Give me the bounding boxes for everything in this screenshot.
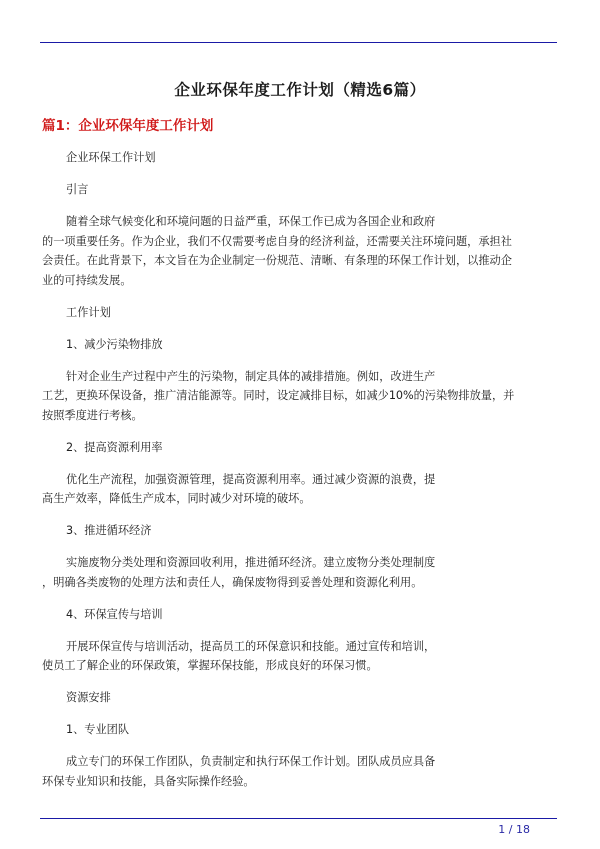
paragraph-line: 开展环保宣传与培训活动，提高员工的环保意识和技能。通过宣传和培训，	[66, 639, 436, 653]
document-title: 企业环保年度工作计划（精选6篇）	[174, 81, 426, 99]
paragraph-line: 环保专业知识和技能，具备实际操作经验。	[42, 774, 255, 788]
paragraph-line: 引言	[66, 183, 89, 196]
paragraph-line: 业的可持续发展。	[42, 273, 132, 287]
paragraph	[42, 367, 558, 426]
paragraph-line: 实施废物分类处理和资源回收利用，推进循环经济。建立废物分类处理制度	[66, 556, 436, 569]
paragraph-line: 4、环保宣传与培训	[66, 607, 163, 621]
paragraph-line: 2、提高资源利用率	[66, 440, 163, 454]
paragraph-line: 高生产效率，降低生产成本，同时减少对环境的破坏。	[42, 492, 311, 505]
paragraph-line: 的一项重要任务。作为企业，我们不仅需要考虑自身的经济利益，还需要关注环境问题，承担社	[42, 234, 512, 248]
paragraph	[42, 521, 558, 541]
paragraph	[42, 553, 558, 592]
paragraph	[42, 688, 558, 708]
paragraph-line: 针对企业生产过程中产生的污染物，制定具体的减排措施。例如，改进生产	[66, 369, 436, 383]
paragraph-line: 1、减少污染物排放	[66, 337, 163, 351]
section-heading: 篇1：企业环保年度工作计划	[42, 118, 214, 134]
paragraph-line: 会责任。在此背景下，本文旨在为企业制定一份规范、清晰、有条理的环保工作计划，以推动企	[42, 254, 512, 267]
paragraph	[42, 180, 558, 200]
paragraph	[42, 438, 558, 458]
paragraph-line: 按照季度进行考核。	[42, 408, 143, 422]
paragraph-line: 1、专业团队	[66, 723, 130, 736]
document-body	[42, 148, 558, 804]
footer-rule	[40, 818, 557, 819]
paragraph	[42, 752, 558, 791]
paragraph	[42, 720, 558, 740]
paragraph-line: ，明确各类废物的处理方法和责任人，确保废物得到妥善处理和资源化利用。	[42, 575, 423, 589]
paragraph-line: 使员工了解企业的环保政策，掌握环保技能，形成良好的环保习惯。	[42, 659, 378, 672]
paragraph-line: 3、推进循环经济	[66, 524, 152, 537]
paragraph	[42, 212, 558, 290]
paragraph-line: 成立专门的环保工作团队，负责制定和执行环保工作计划。团队成员应具备	[66, 755, 436, 768]
paragraph	[42, 605, 558, 625]
paragraph	[42, 148, 558, 168]
paragraph	[42, 303, 558, 323]
paragraph-line: 企业环保工作计划	[66, 151, 156, 164]
paragraph-line: 优化生产流程，加强资源管理，提高资源利用率。通过减少资源的浪费，提	[66, 472, 436, 486]
paragraph-line: 资源安排	[66, 691, 111, 704]
paragraph-line: 工作计划	[66, 305, 111, 319]
page-number: 1 / 18	[498, 823, 530, 836]
paragraph	[42, 637, 558, 676]
paragraph	[42, 335, 558, 355]
header-rule	[40, 42, 557, 43]
paragraph-line: 随着全球气候变化和环境问题的日益严重，环保工作已成为各国企业和政府	[66, 215, 436, 228]
paragraph	[42, 470, 558, 509]
paragraph-line: 工艺，更换环保设备，推广清洁能源等。同时，设定减排目标，如减少10%的污染物排放量，并	[42, 389, 515, 402]
